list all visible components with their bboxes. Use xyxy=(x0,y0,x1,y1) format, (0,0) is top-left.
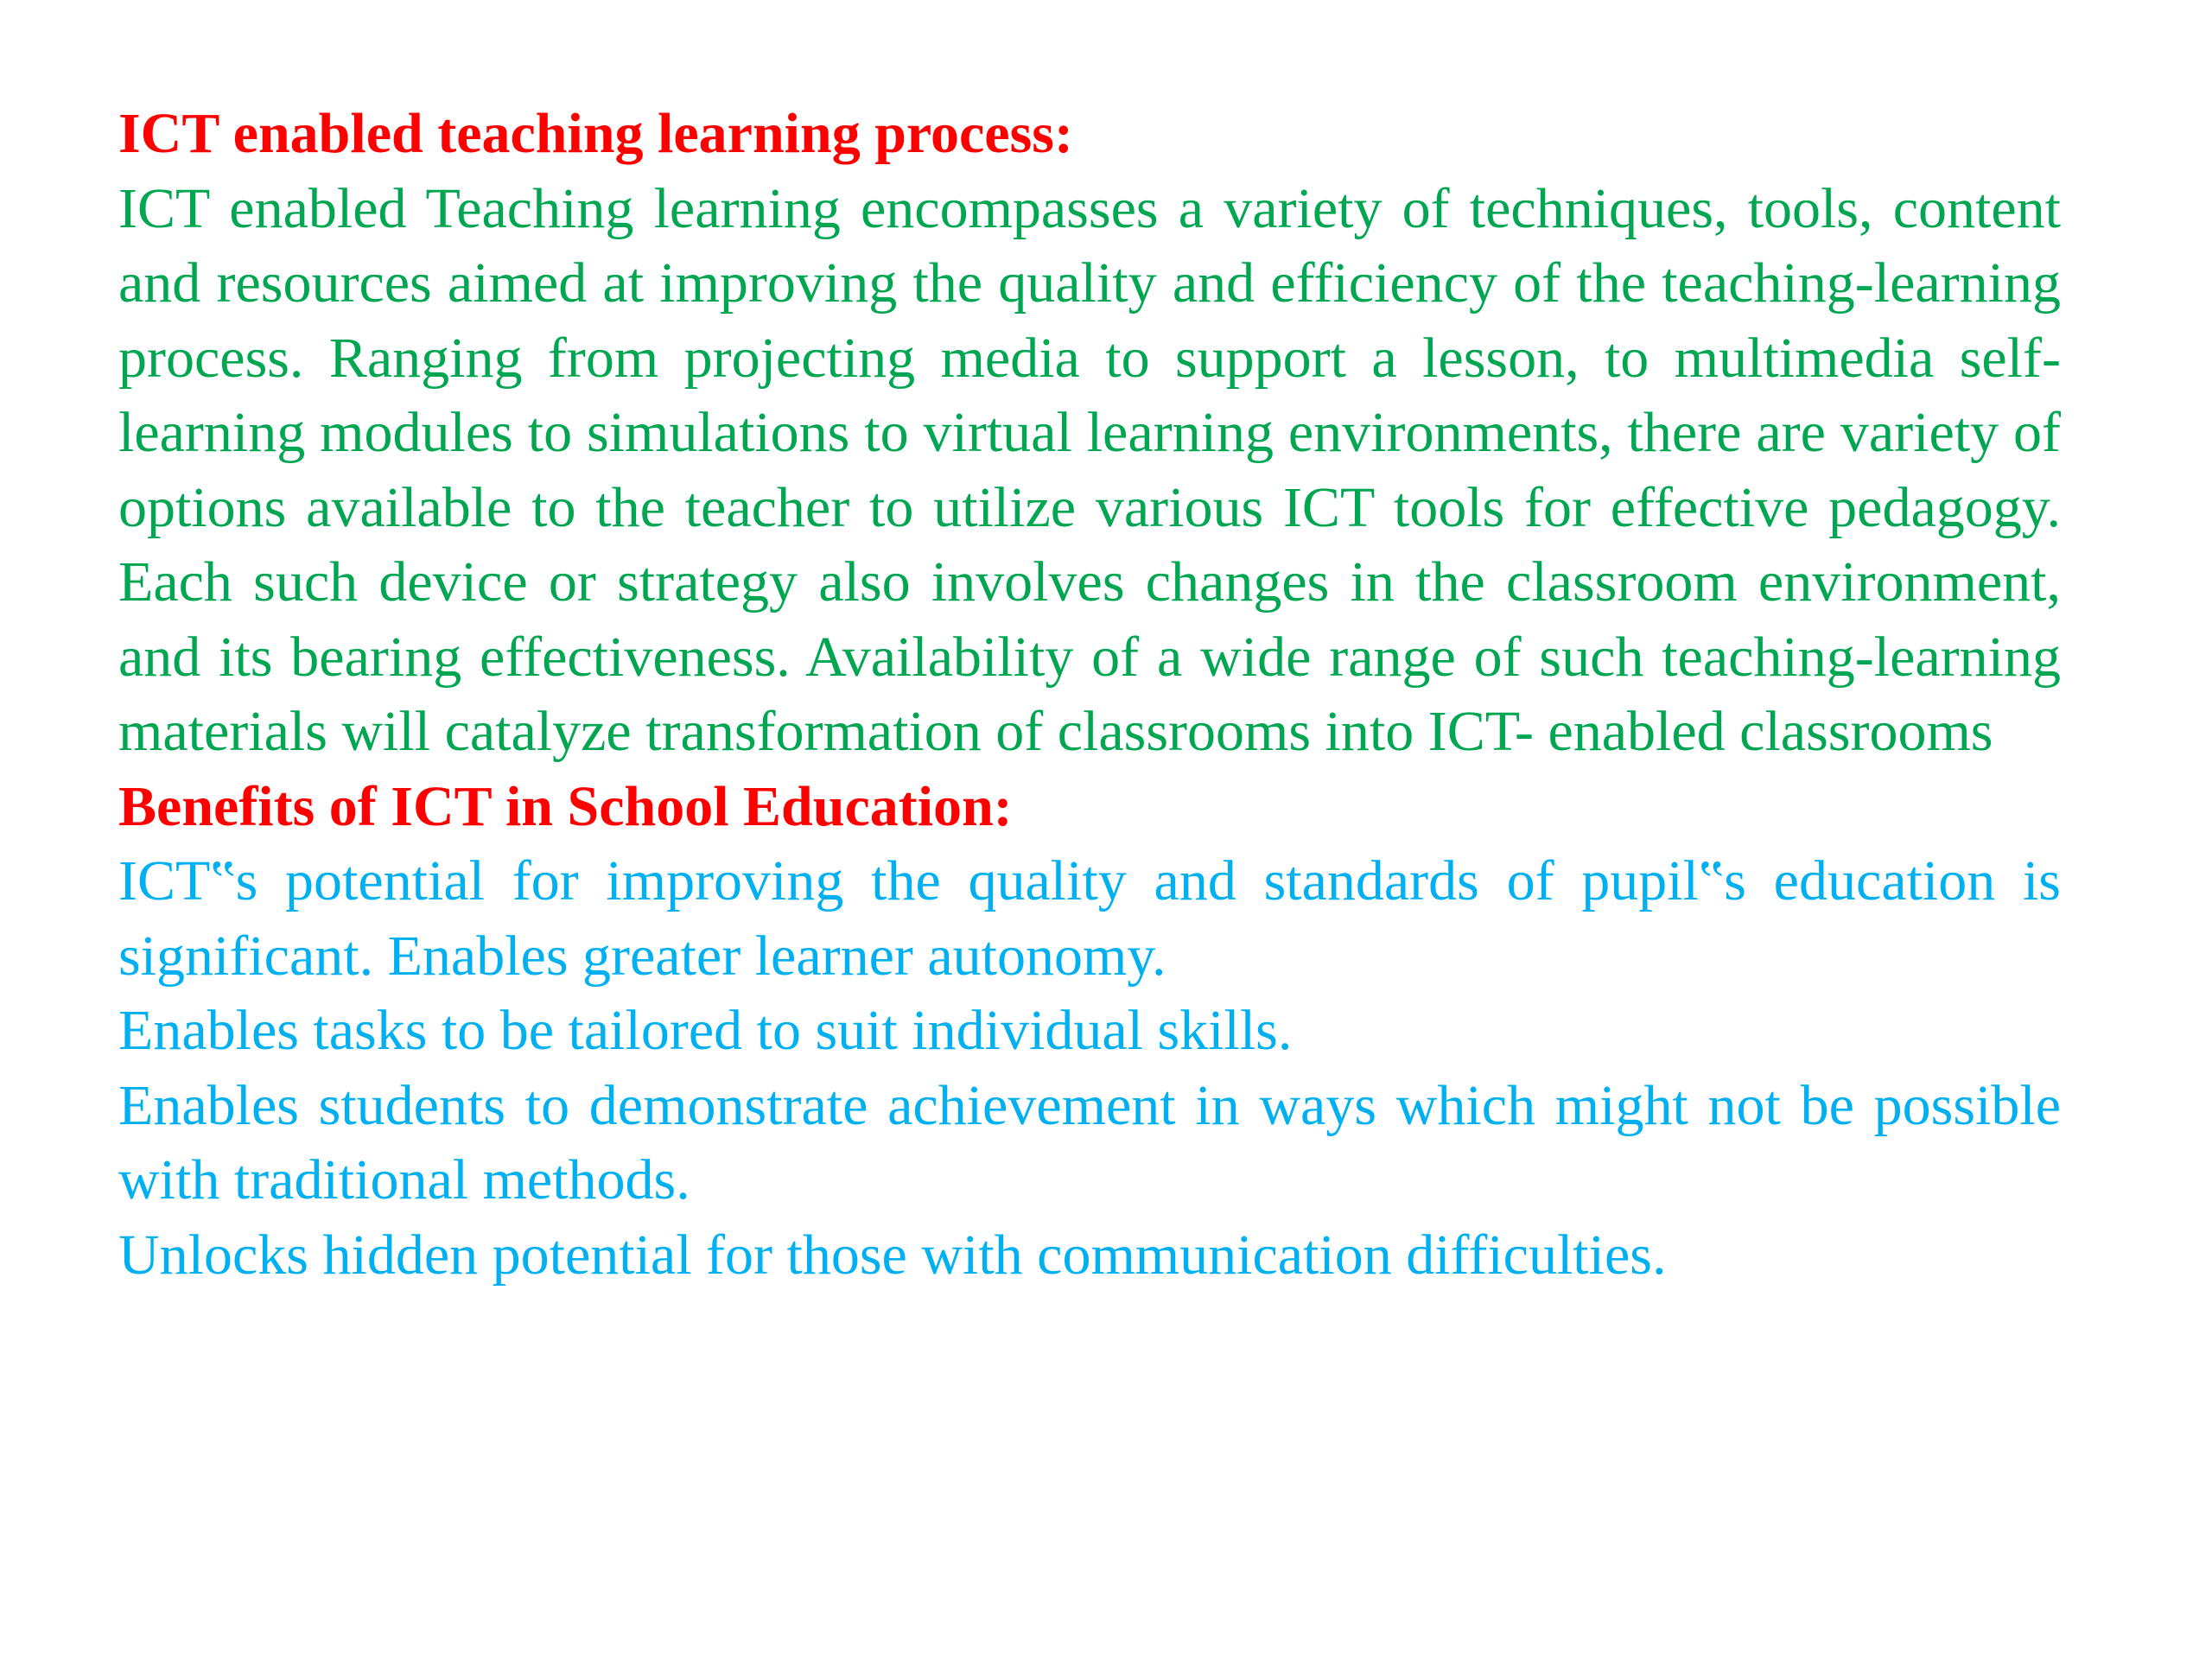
section-heading-benefits: Benefits of ICT in School Education: xyxy=(118,774,1013,838)
section-heading-ict-process: ICT enabled teaching learning process: xyxy=(118,102,1073,165)
benefit-paragraph-4: Unlocks hidden potential for those with communication difficulties. xyxy=(118,1223,1667,1287)
benefit-paragraph-2: Enables tasks to be tailored to suit individual skills. xyxy=(118,999,1293,1062)
section-body-ict-process: ICT enabled Teaching learning encompasses a variety of techniques, tools, content and resources aimed at improving the quality and efficiency of the teaching-learning process. Ranging from projecting media to support a lesson, to multimedia self-learning modules to simulations to virtual learning environments, there are variety of options available to the teacher to utilize various ICT tools for effective pedagogy. Each such device or strategy also involves changes in the classroom environment, and its bearing effectiveness. Availability of a wide range of such teaching-learning materials will catalyze transformation of classrooms into ICT- enabled classrooms xyxy=(118,176,2061,763)
benefit-paragraph-1: ICT‟s potential for improving the quality and standards of pupil‟s education is significant. Enables greater learner autonomy. xyxy=(118,849,2061,988)
slide-content xyxy=(118,97,2061,1293)
benefit-paragraph-3: Enables students to demonstrate achievement in ways which might not be possible with traditional methods. xyxy=(118,1073,2061,1211)
